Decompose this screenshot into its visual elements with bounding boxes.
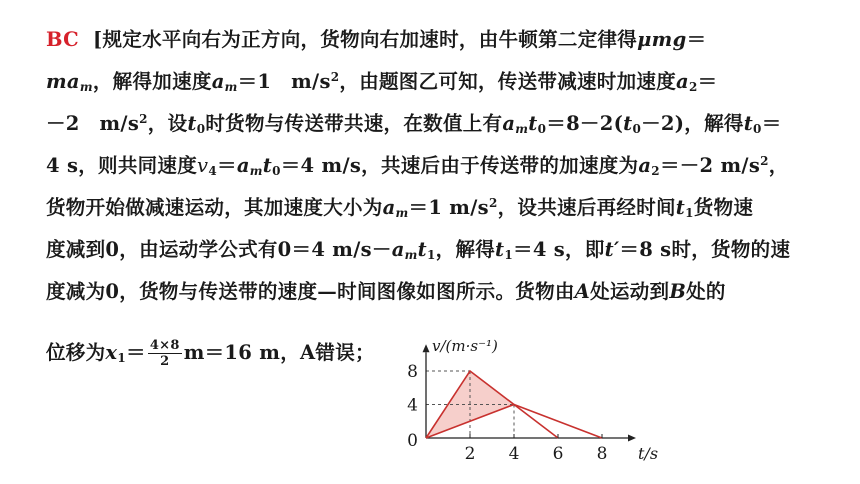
symbol-a: a xyxy=(638,154,652,177)
symbol-t-prime: t′ xyxy=(604,238,620,261)
symbol-a: a xyxy=(676,70,689,93)
symbol-a: a xyxy=(391,238,405,261)
subscript: m xyxy=(395,206,409,220)
subscript: 2 xyxy=(688,80,698,94)
x-axis-arrow xyxy=(628,435,636,442)
subscript: m xyxy=(404,248,418,262)
origin-label: 0 xyxy=(407,431,418,451)
x-tick-label-8: 8 xyxy=(596,444,608,464)
y-axis-label: v/(m·s⁻¹) xyxy=(432,337,498,355)
symbol-t: t xyxy=(495,238,505,261)
text-run: [规定水平向右为正方向，货物向右加速时，由牛顿第二定律得 xyxy=(92,28,638,51)
text-run: m＝16 m，A错误； xyxy=(183,341,375,364)
text-run: ＝1 m/s xyxy=(237,70,331,93)
subscript: 2 xyxy=(651,164,660,178)
subscript: m xyxy=(249,164,263,178)
symbol-t: t xyxy=(623,112,633,135)
superscript: 2 xyxy=(139,112,148,126)
symbol-t: t xyxy=(187,112,197,135)
text-run: 货物速 xyxy=(693,196,754,219)
text-run: －2)，解得 xyxy=(641,112,744,135)
x-tick-label-2: 2 xyxy=(464,444,476,464)
fraction-numerator: 4×8 xyxy=(149,338,180,353)
text-run: ，由题图乙可知，传送带减速时加速度 xyxy=(339,70,676,93)
subscript: 1 xyxy=(685,206,694,220)
subscript: 0 xyxy=(196,122,206,136)
text-run: ，解得加速度 xyxy=(92,70,212,93)
text-run: ＝ xyxy=(761,112,782,135)
y-tick-label-8: 8 xyxy=(407,362,418,382)
subscript: 0 xyxy=(632,122,642,136)
point-a-label: A xyxy=(574,280,591,303)
subscript: m xyxy=(224,80,238,94)
x-tick-label-6: 6 xyxy=(552,444,564,464)
text-run: ＝4 s，即 xyxy=(513,238,605,261)
text-run: ＝ xyxy=(217,154,237,177)
text-run: ＝1 m/s xyxy=(408,196,489,219)
symbol-a: a xyxy=(236,154,250,177)
text-run: ＝ xyxy=(126,341,146,364)
subscript: m xyxy=(515,122,529,136)
formula-ma: ma xyxy=(46,70,80,93)
point-b-label: B xyxy=(669,280,687,303)
answer-label: BC xyxy=(46,28,79,51)
y-tick-label-4: 4 xyxy=(407,395,418,416)
text-run: ＝ xyxy=(697,70,718,93)
subscript: 4 xyxy=(208,164,218,178)
text-run: 处运动到 xyxy=(590,280,670,303)
subscript: 0 xyxy=(537,122,547,136)
superscript: 2 xyxy=(330,70,340,84)
superscript: 2 xyxy=(760,154,769,168)
text-run: ，设 xyxy=(147,112,188,135)
text-run: ＝ xyxy=(686,28,707,51)
symbol-t: t xyxy=(743,112,754,135)
symbol-v: v xyxy=(197,154,209,177)
text-run: －2 m/s xyxy=(46,112,140,135)
symbol-t: t xyxy=(675,196,686,219)
text-run: ＝8 s时，货物的速 xyxy=(619,238,791,261)
symbol-x: x xyxy=(105,341,118,364)
subscript: 0 xyxy=(753,122,762,136)
x-axis-label: t/s xyxy=(638,444,659,463)
text-run: 4 s，则共同速度 xyxy=(46,154,198,177)
text-run: ＝8－2( xyxy=(546,112,624,135)
subscript: 0 xyxy=(272,164,281,178)
text-run: 处的 xyxy=(686,280,726,303)
text-run: ，设共速后再经时间 xyxy=(497,196,676,219)
symbol-a: a xyxy=(211,70,225,93)
subscript: m xyxy=(79,80,93,94)
superscript: 2 xyxy=(488,196,498,210)
symbol-t: t xyxy=(417,238,427,261)
text-run: ＝4 m/s，共速后由于传送带的加速度为 xyxy=(280,154,639,177)
text-run: ，解得 xyxy=(435,238,496,261)
subscript: 1 xyxy=(117,351,126,365)
text-run: 时货物与传送带共速，在数值上有 xyxy=(205,112,503,135)
x-tick-label-4: 4 xyxy=(508,444,520,464)
text-run: 货物开始做减速运动，其加速度大小为 xyxy=(46,196,383,219)
text-run: ， xyxy=(768,154,789,177)
y-axis-arrow xyxy=(423,344,430,352)
fraction-denominator: 2 xyxy=(160,354,170,369)
symbol-t: t xyxy=(528,112,538,135)
text-run: ＝－2 m/s xyxy=(659,154,761,177)
subscript: 1 xyxy=(504,248,514,262)
symbol-t: t xyxy=(262,154,273,177)
formula-mu-mg: μmg xyxy=(637,28,687,51)
text-run: 度减为0，货物与传送带的速度—时间图像如图所示。货物由 xyxy=(46,280,575,303)
symbol-a: a xyxy=(502,112,516,135)
text-run: 位移为 xyxy=(46,341,106,364)
subscript: 1 xyxy=(426,248,436,262)
text-run: 度减到0，由运动学公式有0＝4 m/s－ xyxy=(46,238,392,261)
symbol-a: a xyxy=(382,196,396,219)
